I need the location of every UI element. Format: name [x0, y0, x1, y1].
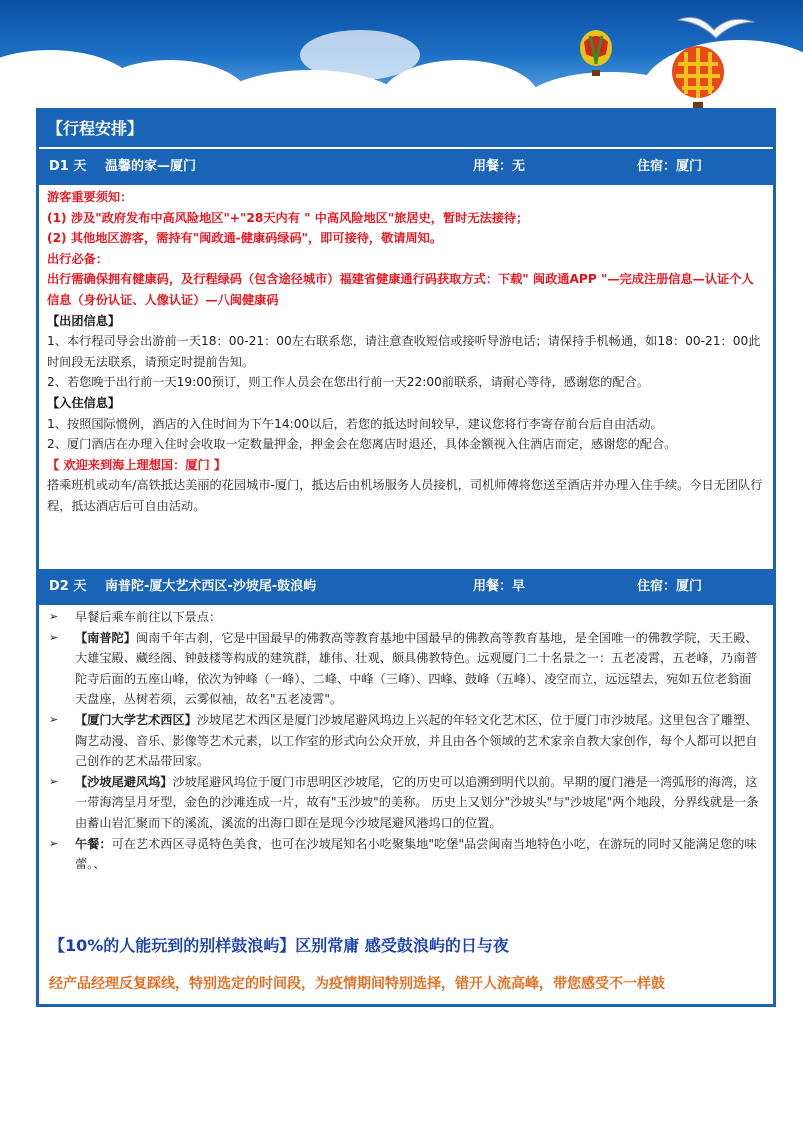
notice-title: 游客重要须知：: [47, 190, 133, 204]
checkin-1: 1、按照国际惯例，酒店的入住时间为下午14:00以后，若您的抵达时间较早，建议您将行李寄存前台后自由活动。: [47, 416, 663, 431]
day1-meal: 用餐：无: [473, 159, 526, 174]
item-head: 【厦门大学艺术西区】: [75, 712, 197, 727]
itinerary-title: 【行程安排】: [39, 111, 773, 147]
arrow-bullet-icon: ➢: [49, 610, 59, 623]
day1-label: D1 天: [49, 159, 87, 174]
item-text: 闽南千年古刹，它是中国最早的佛教高等教育基地中国最早的佛教高等教育基地，是全国唯一的佛教学院，天王殿、大雄宝殿、藏经阁、钟鼓楼等构成的建筑群，雄伟、壮观、颇具佛教特色。远观厦门二十名景之一：五老凌霄，五老峰，乃南普陀寺后面的五座山峰，依次为钟峰（一峰）、二峰、中峰（三峰）、四峰、鼓峰（五峰）、凌空而立，远远望去，宛如五位老翁面天盘座，丛树若须，云雾似袖，故名"五老凌霄"。: [75, 630, 758, 707]
item-text: 沙坡尾避风坞位于厦门市思明区沙坡尾，它的历史可以追溯到明代以前。早期的厦门港是一湾弧形的海湾，这一带海湾呈月牙型，金色的沙滩连成一片，故有"玉沙坡"的美称。 历史上又划分"沙坡头"与"沙坡尾"两个地段，分界线就是一条由蓄山岩汇聚而下的溪流，溪流的出海口即在是现今沙坡尾避风港坞口的位置。: [75, 774, 759, 830]
list-item: [49, 834, 763, 875]
day1-stay: 住宿：厦门: [637, 159, 703, 174]
day2-content: [39, 607, 773, 875]
arrow-bullet-icon: ➢: [49, 712, 59, 726]
must-title: 出行必备：: [47, 251, 108, 266]
item-text: 沙坡尾艺术西区是厦门沙坡尾避风坞边上兴起的年轻文化艺术区，位于厦门市沙坡尾。这里包含了雕塑、陶艺动漫、音乐、影像等艺术元素，以工作室的形式向公众开放，并且由各个领域的艺术家亲自教大家创作，每个人都可以把自己创作的艺术品带回家。: [75, 712, 758, 769]
item-text: 早餐后乘车前往以下景点：: [75, 610, 222, 624]
seagull-icon: [676, 8, 756, 48]
promo-text: 经产品经理反复踩线，特别选定的时间段，为疫情期间特别选择，错开人流高峰，带您感受不一样鼓: [49, 976, 665, 992]
day2-route: 南普陀-厦大艺术西区-沙坡尾-鼓浪屿: [105, 579, 317, 594]
must-text: 出行需确保拥有健康码，及行程绿码（包含途径城市）福建省健康通行码获取方式：下载" 闽政通APP "—完成注册信息—认证个人信息（身份认证、人像认证）—八闽健康码: [47, 272, 754, 307]
welcome-text: 搭乘班机或动车/高铁抵达美丽的花园城市-厦门，抵达后由机场服务人员接机，司机师傅将您送至酒店并办理入住手续。今日无团队行程，抵达酒店后可自由活动。: [47, 478, 763, 513]
depart-2: 2、若您晚于出行前一天19:00预订，则工作人员会在您出行前一天22:00前联系，请耐心等待，感谢您的配合。: [47, 375, 650, 390]
notice-1: (1) 涉及"政府发布中高风险地区"+"28天内有 " 中高风险地区"旅居史，暂时无法接待；: [47, 210, 529, 225]
itinerary-frame: [36, 108, 776, 1007]
checkin-title: 【入住信息】: [47, 395, 121, 410]
cloud: [300, 30, 420, 80]
checkin-2: 2、厦门酒店在办理入住时会收取一定数量押金，押金会在您离店时退还，具体金额视入住酒店而定，感谢您的配合。: [47, 437, 677, 452]
welcome-title: 【 欢迎来到海上理想国：厦门 】: [47, 457, 227, 472]
list-item: [49, 710, 763, 772]
day2-stay: 住宿：厦门: [637, 579, 703, 594]
day2-header: [39, 569, 773, 605]
promo-title: 【10%的人能玩到的别样鼓浪屿】区别常庸 感受鼓浪屿的日与夜: [49, 936, 509, 955]
arrow-bullet-icon: ➢: [49, 774, 59, 788]
depart-title: 【出团信息】: [47, 313, 121, 328]
day1-route: 温馨的家—厦门: [105, 159, 197, 174]
arrow-bullet-icon: ➢: [49, 836, 59, 850]
list-item: [49, 772, 763, 834]
day1-content: [39, 187, 773, 517]
item-head: 【南普陀】: [75, 630, 136, 645]
list-item: [49, 628, 763, 710]
item-head: 【沙坡尾避风坞】: [75, 774, 173, 789]
balloon-icon: [576, 30, 616, 80]
balloon-icon: [668, 46, 728, 112]
item-text: 可在艺术西区寻觅特色美食，也可在沙坡尾知名小吃聚集地"吃堡"品尝闽南当地特色小吃，在游玩的同时又能满足您的味蕾。、: [75, 836, 757, 872]
day1-header: [39, 149, 773, 185]
depart-1: 1、本行程司导会出游前一天18：00-21：00左右联系您，请注意查收短信或接听导游电话；请保持手机畅通，如18：00-21：00此时间段无法联系，请预定时提前告知。: [47, 334, 761, 369]
arrow-bullet-icon: ➢: [49, 630, 59, 644]
day2-label: D2 天: [49, 579, 87, 594]
sky-banner: [0, 0, 803, 120]
day2-meal: 用餐：早: [473, 579, 526, 594]
notice-2: (2) 其他地区游客，需持有"闽政通-健康码绿码"，即可接待，敬请周知。: [47, 231, 443, 246]
item-head: 午餐：: [75, 836, 112, 851]
list-item: [49, 607, 763, 628]
